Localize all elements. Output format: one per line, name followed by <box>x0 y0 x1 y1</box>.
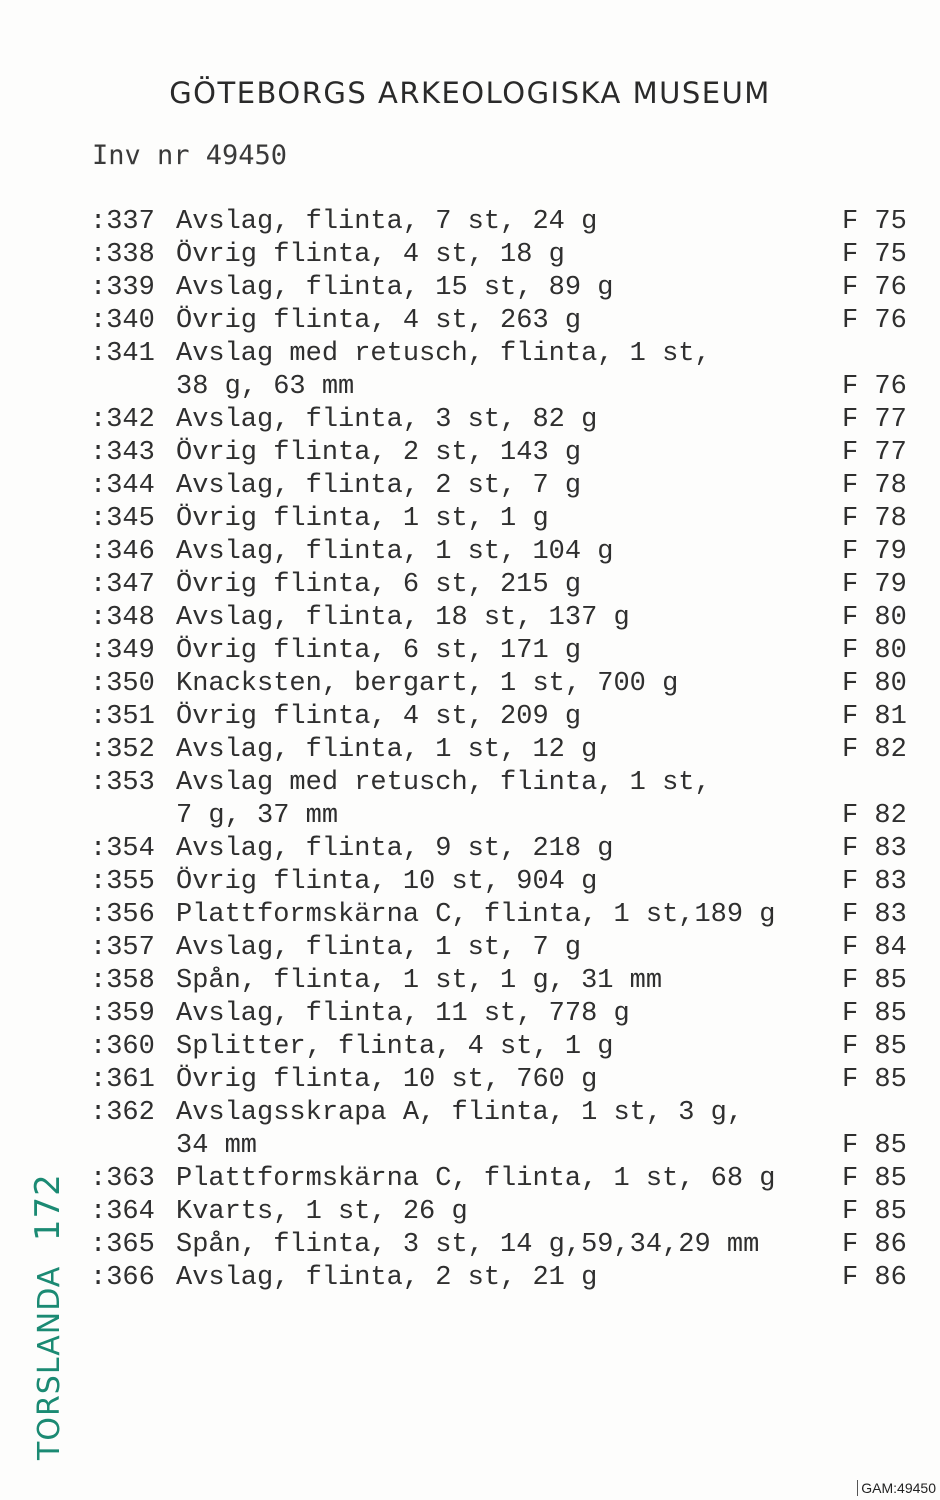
entry-description: Splitter, flinta, 4 st, 1 g <box>176 1032 614 1062</box>
entry-find-number: F 83 <box>842 867 907 897</box>
entry-row <box>90 602 920 635</box>
entry-number: :351 <box>90 702 155 732</box>
entry-number: :348 <box>90 603 155 633</box>
entry-number: :365 <box>90 1230 155 1260</box>
entry-find-number: F 77 <box>842 405 907 435</box>
entry-continuation-row <box>90 371 920 404</box>
entry-continuation-row <box>90 1130 920 1163</box>
entry-row <box>90 503 920 536</box>
entry-find-number: F 85 <box>842 1065 907 1095</box>
entry-description: Plattformskärna C, flinta, 1 st,189 g <box>176 900 776 930</box>
entry-number: :363 <box>90 1164 155 1194</box>
entry-description: Övrig flinta, 4 st, 18 g <box>176 240 565 270</box>
entry-number: :354 <box>90 834 155 864</box>
entry-row <box>90 767 920 800</box>
entry-number: :337 <box>90 207 155 237</box>
entry-number: :346 <box>90 537 155 567</box>
entry-find-number: F 78 <box>842 471 907 501</box>
entry-description: Avslag, flinta, 1 st, 7 g <box>176 933 582 963</box>
entry-description: Kvarts, 1 st, 26 g <box>176 1197 468 1227</box>
entry-description: Spån, flinta, 1 st, 1 g, 31 mm <box>176 966 663 996</box>
site-name: TORSLANDA <box>32 1265 67 1460</box>
entry-row <box>90 932 920 965</box>
entry-find-number: F 76 <box>842 273 907 303</box>
entry-description: Avslagsskrapa A, flinta, 1 st, 3 g, <box>176 1098 744 1128</box>
entry-number: :338 <box>90 240 155 270</box>
entry-number: :343 <box>90 438 155 468</box>
entry-number: :356 <box>90 900 155 930</box>
entry-description: Övrig flinta, 6 st, 171 g <box>176 636 582 666</box>
entry-number: :340 <box>90 306 155 336</box>
entry-description: Avslag, flinta, 15 st, 89 g <box>176 273 614 303</box>
entry-number: :350 <box>90 669 155 699</box>
entry-row <box>90 965 920 998</box>
entry-description: Övrig flinta, 2 st, 143 g <box>176 438 582 468</box>
entry-number: :364 <box>90 1197 155 1227</box>
entry-number: :360 <box>90 1032 155 1062</box>
entry-continuation-row <box>90 800 920 833</box>
entry-row <box>90 272 920 305</box>
entry-row <box>90 239 920 272</box>
entry-find-number: F 76 <box>842 372 907 402</box>
entry-number: :353 <box>90 768 155 798</box>
entry-description: Spån, flinta, 3 st, 14 g,59,34,29 mm <box>176 1230 760 1260</box>
entry-description: 7 g, 37 mm <box>176 801 339 831</box>
entry-row <box>90 1163 920 1196</box>
entry-row <box>90 635 920 668</box>
entry-row <box>90 437 920 470</box>
entry-list <box>90 206 920 1295</box>
entry-description: Övrig flinta, 10 st, 760 g <box>176 1065 598 1095</box>
entry-row <box>90 668 920 701</box>
entry-description: Övrig flinta, 4 st, 209 g <box>176 702 582 732</box>
entry-find-number: F 75 <box>842 240 907 270</box>
entry-description: Avslag, flinta, 1 st, 12 g <box>176 735 598 765</box>
entry-find-number: F 86 <box>842 1230 907 1260</box>
entry-row <box>90 206 920 239</box>
entry-description: Övrig flinta, 4 st, 263 g <box>176 306 582 336</box>
entry-row <box>90 1262 920 1295</box>
entry-find-number: F 75 <box>842 207 907 237</box>
entry-number: :341 <box>90 339 155 369</box>
entry-find-number: F 85 <box>842 999 907 1029</box>
entry-row <box>90 1097 920 1130</box>
entry-row <box>90 701 920 734</box>
entry-description: Avslag, flinta, 2 st, 7 g <box>176 471 582 501</box>
entry-number: :339 <box>90 273 155 303</box>
entry-row <box>90 470 920 503</box>
entry-description: Avslag med retusch, flinta, 1 st, <box>176 339 711 369</box>
entry-row <box>90 338 920 371</box>
entry-description: 34 mm <box>176 1131 258 1161</box>
entry-row <box>90 1196 920 1229</box>
entry-row <box>90 1229 920 1262</box>
entry-number: :344 <box>90 471 155 501</box>
entry-find-number: F 82 <box>842 801 907 831</box>
entry-number: :359 <box>90 999 155 1029</box>
entry-description: Avslag med retusch, flinta, 1 st, <box>176 768 711 798</box>
entry-description: Avslag, flinta, 1 st, 104 g <box>176 537 614 567</box>
entry-find-number: F 76 <box>842 306 907 336</box>
entry-description: Plattformskärna C, flinta, 1 st, 68 g <box>176 1164 776 1194</box>
entry-find-number: F 80 <box>842 636 907 666</box>
entry-number: :352 <box>90 735 155 765</box>
site-handwritten-number: 172 <box>28 1173 68 1242</box>
entry-find-number: F 82 <box>842 735 907 765</box>
entry-description: Övrig flinta, 10 st, 904 g <box>176 867 598 897</box>
entry-find-number: F 83 <box>842 900 907 930</box>
entry-find-number: F 84 <box>842 933 907 963</box>
entry-row <box>90 833 920 866</box>
entry-description: Avslag, flinta, 9 st, 218 g <box>176 834 614 864</box>
archive-id-stamp: GAM:49450 <box>857 1480 936 1496</box>
entry-find-number: F 81 <box>842 702 907 732</box>
entry-find-number: F 83 <box>842 834 907 864</box>
entry-number: :347 <box>90 570 155 600</box>
entry-description: Avslag, flinta, 2 st, 21 g <box>176 1263 598 1293</box>
entry-description: Avslag, flinta, 7 st, 24 g <box>176 207 598 237</box>
entry-number: :358 <box>90 966 155 996</box>
entry-row <box>90 734 920 767</box>
entry-find-number: F 85 <box>842 1164 907 1194</box>
entry-find-number: F 85 <box>842 1032 907 1062</box>
entry-number: :349 <box>90 636 155 666</box>
entry-row <box>90 1064 920 1097</box>
entry-row <box>90 866 920 899</box>
entry-row <box>90 305 920 338</box>
entry-find-number: F 79 <box>842 570 907 600</box>
entry-description: Övrig flinta, 1 st, 1 g <box>176 504 549 534</box>
entry-description: Knacksten, bergart, 1 st, 700 g <box>176 669 679 699</box>
entry-row <box>90 1031 920 1064</box>
entry-find-number: F 78 <box>842 504 907 534</box>
entry-description: Övrig flinta, 6 st, 215 g <box>176 570 582 600</box>
entry-description: Avslag, flinta, 3 st, 82 g <box>176 405 598 435</box>
entry-number: :361 <box>90 1065 155 1095</box>
entry-number: :345 <box>90 504 155 534</box>
entry-find-number: F 85 <box>842 1197 907 1227</box>
entry-find-number: F 80 <box>842 669 907 699</box>
entry-find-number: F 77 <box>842 438 907 468</box>
entry-row <box>90 569 920 602</box>
entry-number: :357 <box>90 933 155 963</box>
entry-description: Avslag, flinta, 11 st, 778 g <box>176 999 630 1029</box>
entry-find-number: F 85 <box>842 1131 907 1161</box>
entry-row <box>90 404 920 437</box>
site-label <box>28 1173 68 1460</box>
inventory-number: Inv nr 49450 <box>92 140 288 171</box>
entry-row <box>90 536 920 569</box>
museum-header: GÖTEBORGS ARKEOLOGISKA MUSEUM <box>169 76 771 110</box>
entry-find-number: F 85 <box>842 966 907 996</box>
entry-find-number: F 86 <box>842 1263 907 1293</box>
entry-find-number: F 79 <box>842 537 907 567</box>
entry-description: 38 g, 63 mm <box>176 372 355 402</box>
entry-number: :362 <box>90 1098 155 1128</box>
entry-row <box>90 899 920 932</box>
entry-number: :342 <box>90 405 155 435</box>
entry-find-number: F 80 <box>842 603 907 633</box>
entry-row <box>90 998 920 1031</box>
entry-number: :355 <box>90 867 155 897</box>
entry-description: Avslag, flinta, 18 st, 137 g <box>176 603 630 633</box>
entry-number: :366 <box>90 1263 155 1293</box>
